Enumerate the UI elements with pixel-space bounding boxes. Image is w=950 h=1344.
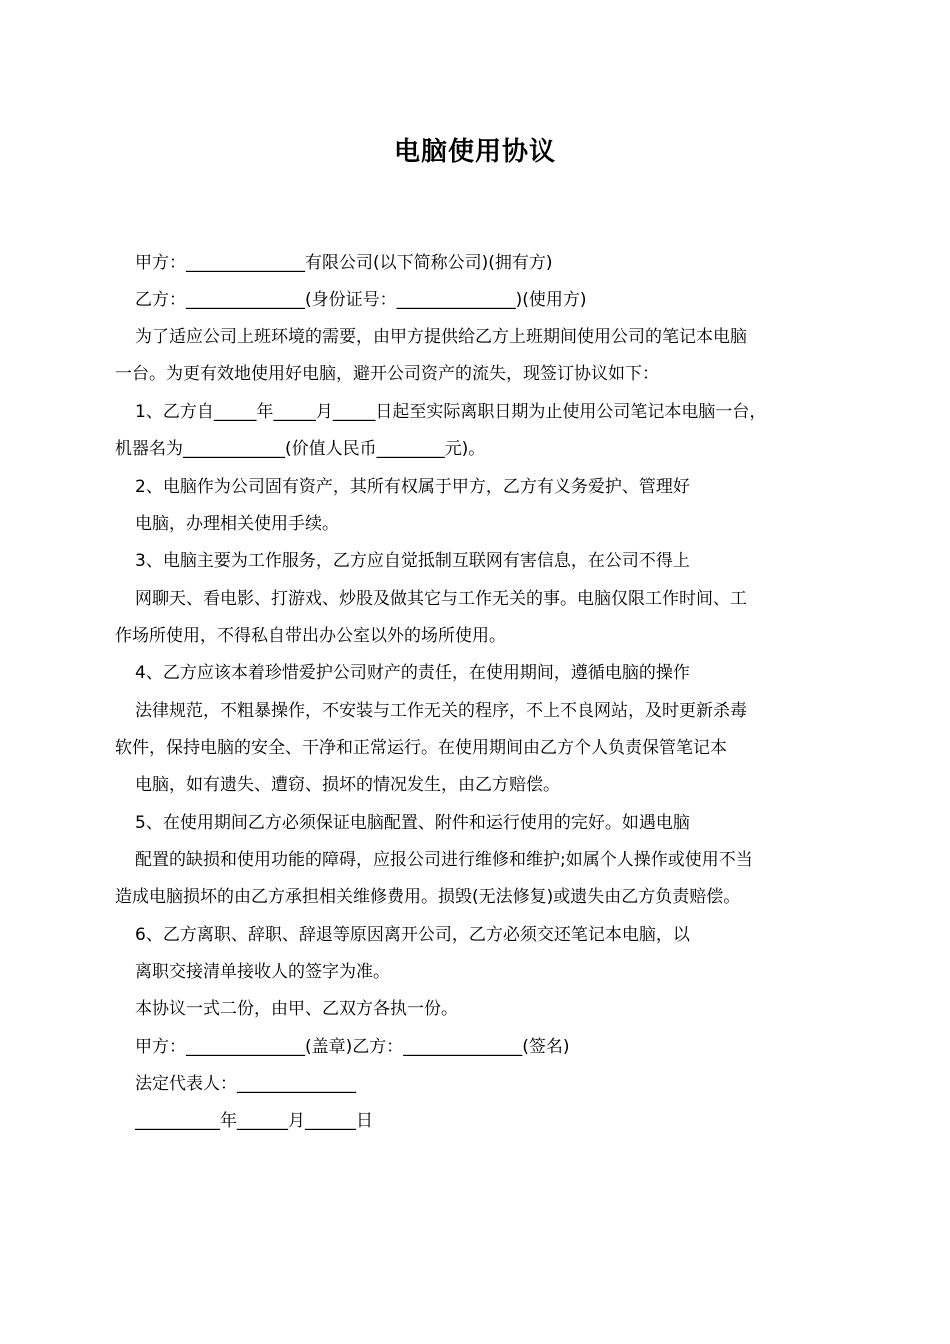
clause-3-line-1: 3、电脑主要为工作服务，乙方应自觉抵制互联网有害信息，在公司不得上 [135,551,690,571]
legal-representative-line: 法定代表人：______________ [135,1074,356,1094]
clause-2-line-1: 2、电脑作为公司固有资产，其所有权属于甲方，乙方有义务爱护、管理好 [135,477,690,497]
clause-4-line-3: 软件，保持电脑的安全、干净和正常运行。在使用期间由乙方个人负责保管笔记本 [115,738,727,758]
clause-1-line-2: 机器名为____________(价值人民币________元)。 [115,439,486,459]
clause-5-line-1: 5、在使用期间乙方必须保证电脑配置、附件和运行使用的完好。如遇电脑 [135,813,690,833]
clause-4-line-1: 4、乙方应该本着珍惜爱护公司财产的责任，在使用期间，遵循电脑的操作 [135,663,690,683]
clause-6-line-1: 6、乙方离职、辞职、辞退等原因离开公司，乙方必须交还笔记本电脑，以 [135,925,690,945]
party-a-line: 甲方：______________有限公司(以下简称公司)(拥有方) [135,253,553,273]
clause-3-line-3: 作场所使用，不得私自带出办公室以外的场所使用。 [115,626,506,646]
party-b-line: 乙方：______________(身份证号：______________)(使用方) [135,290,587,310]
clause-2-line-2: 电脑，办理相关使用手续。 [135,514,339,534]
preamble-line-2: 一台。为更有效地使用好电脑，避开公司资产的流失，现签订协议如下： [115,364,659,384]
preamble-line-1: 为了适应公司上班环境的需要，由甲方提供给乙方上班期间使用公司的笔记本电脑 [135,327,747,347]
clause-4-line-4: 电脑，如有遗失、遭窃、损坏的情况发生，由乙方赔偿。 [135,775,560,795]
clause-5-line-3: 造成电脑损坏的由乙方承担相关维修费用。损毁(无法修复)或遗失由乙方负责赔偿。 [115,887,741,907]
document-title: 电脑使用协议 [393,137,556,167]
clause-4-line-2: 法律规范，不粗暴操作，不安装与工作无关的程序，不上不良网站，及时更新杀毒 [135,701,747,721]
clause-6-line-2: 离职交接清单接收人的签字为准。 [135,962,390,982]
copies-line: 本协议一式二份，由甲、乙双方各执一份。 [135,999,458,1019]
clause-5-line-2: 配置的缺损和使用功能的障碍，应报公司进行维修和维护;如属个人操作或使用不当 [135,850,753,870]
clause-1-line-1: 1、乙方自_____年_____月_____日起至实际离职日期为止使用公司笔记本电脑一台， [135,402,767,422]
signature-line: 甲方：______________(盖章)乙方：______________(签名) [135,1037,570,1057]
date-line: __________年______月______日 [135,1111,373,1131]
clause-3-line-2: 网聊天、看电影、打游戏、炒股及做其它与工作无关的事。电脑仅限工作时间、工 [135,589,747,609]
